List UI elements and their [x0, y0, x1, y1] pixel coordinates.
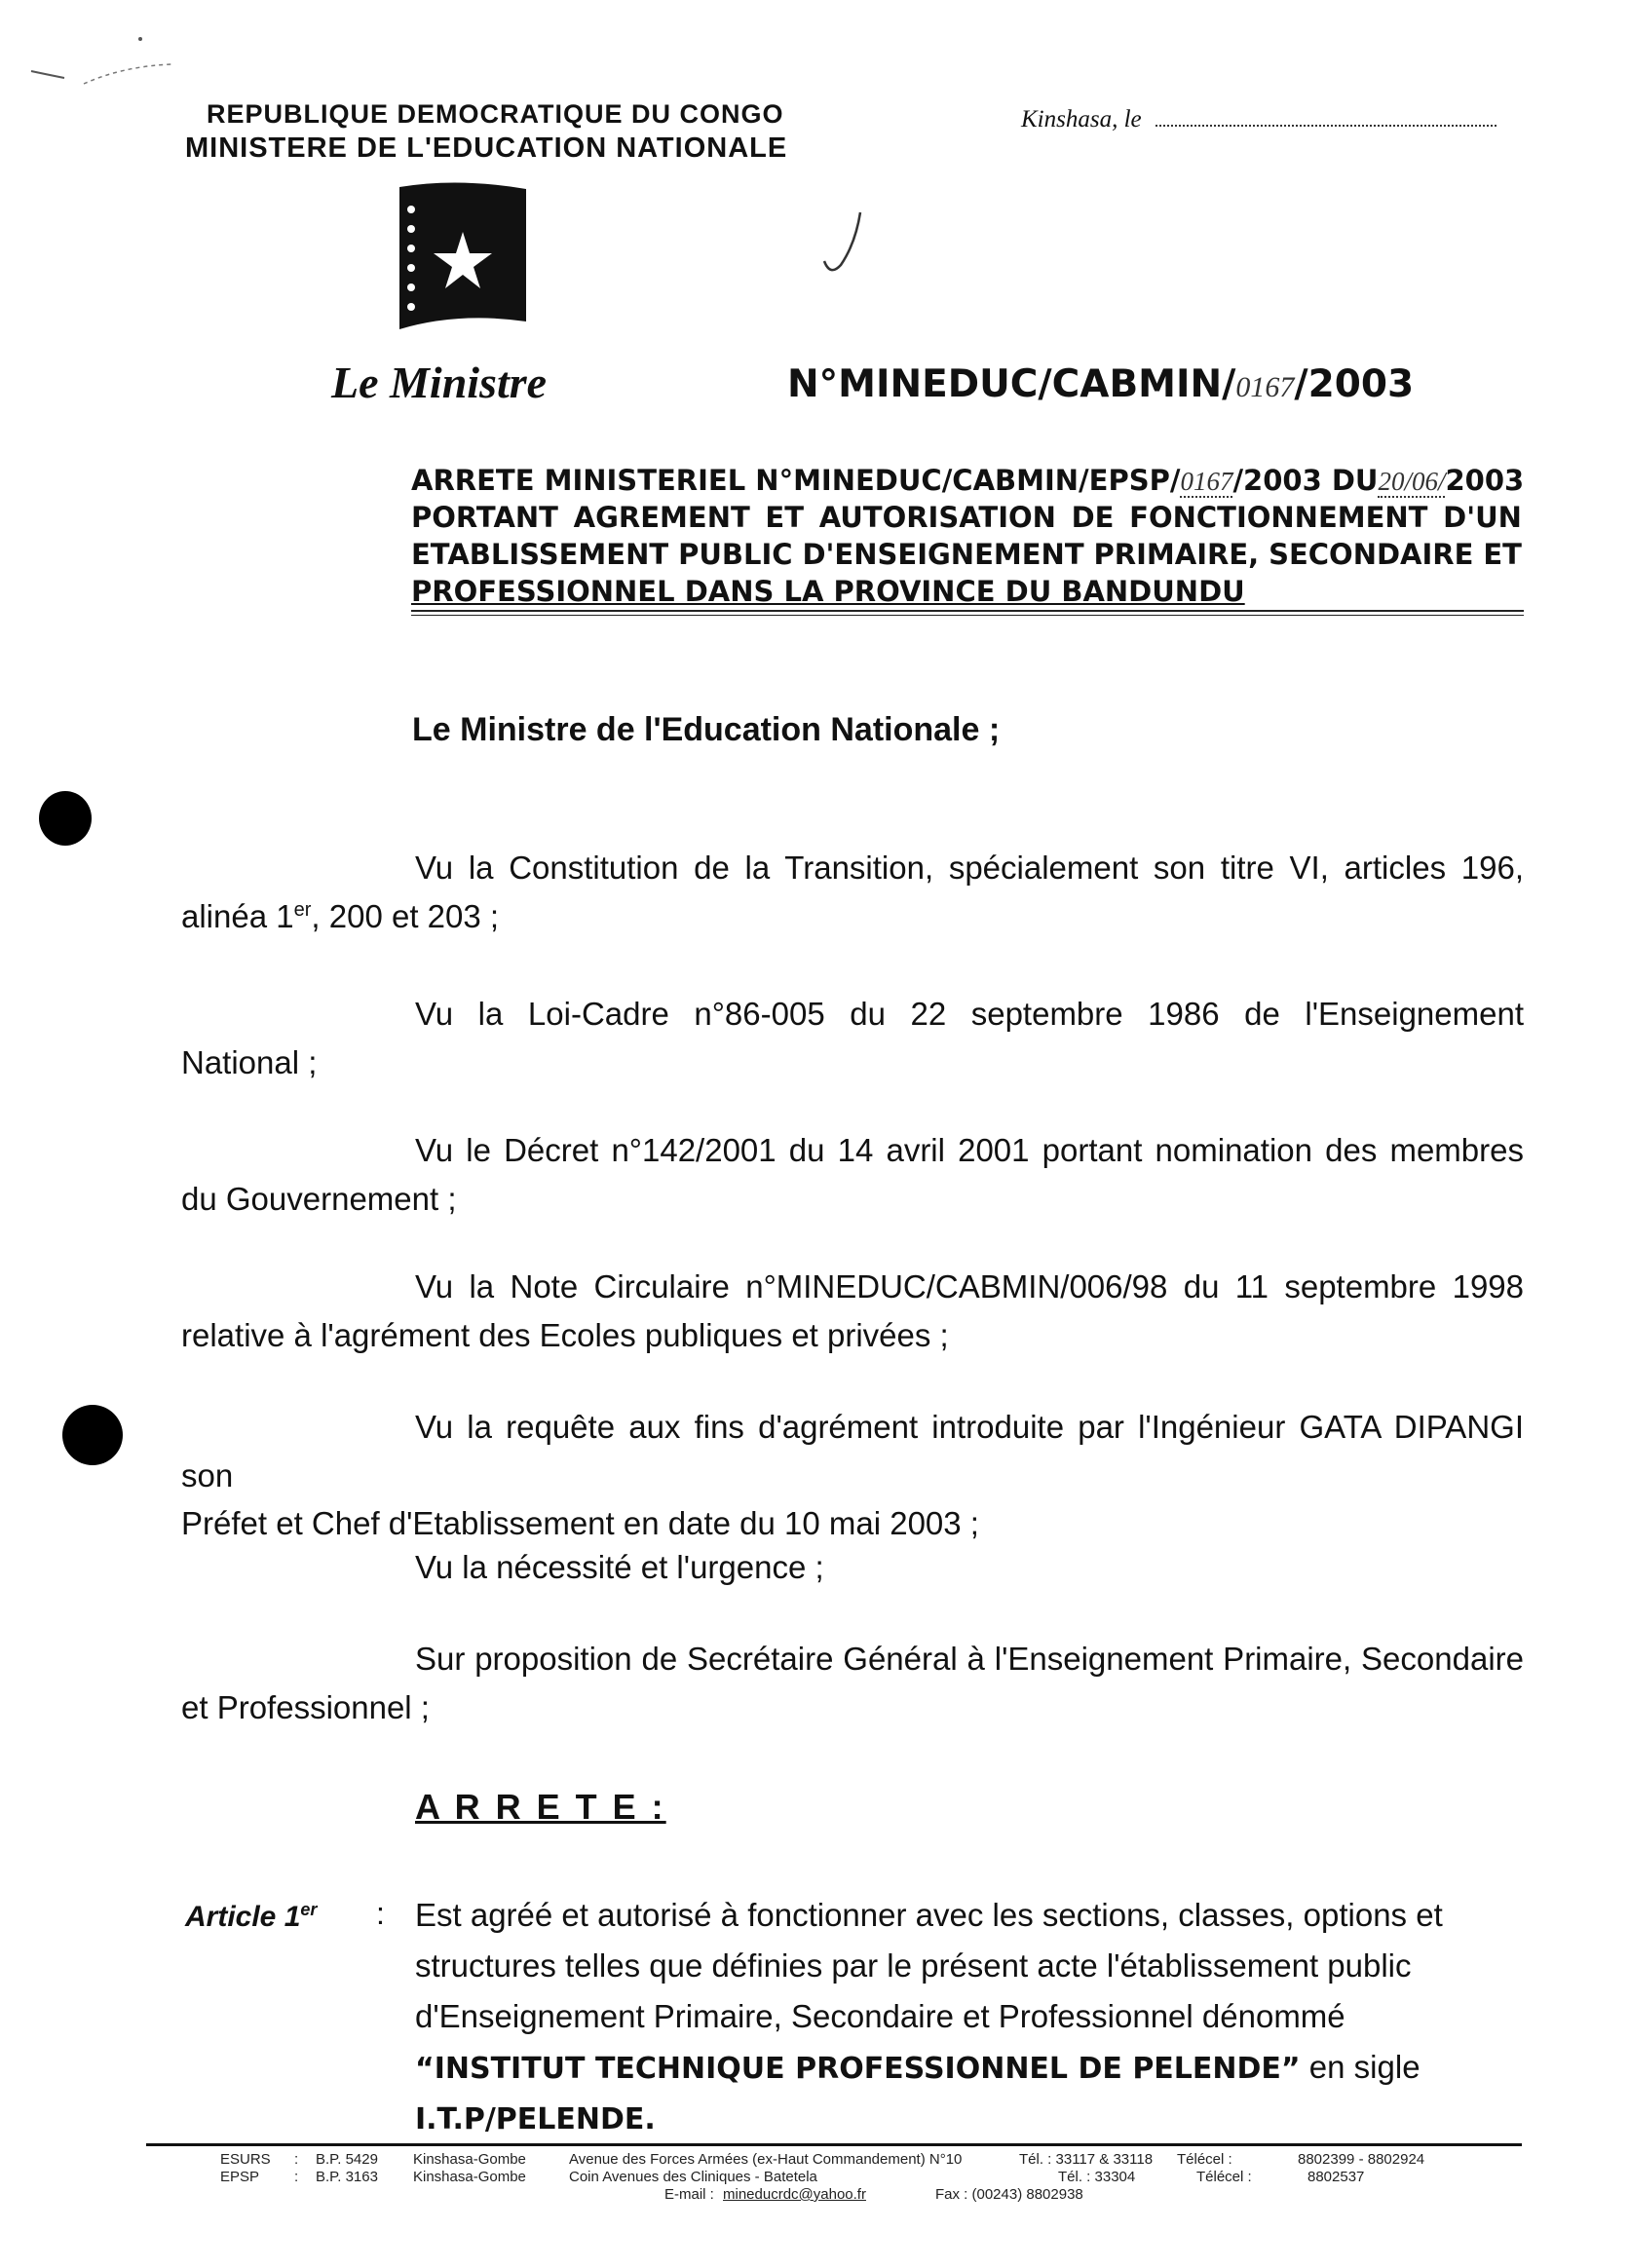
footer-tel: Tél. : 33117 & 33118 — [1019, 2151, 1154, 2168]
heading-word: PRIMAIRE, — [1093, 538, 1260, 571]
consideration-proposition — [181, 1635, 1524, 1731]
footer-telecel: 8802399 - 8802924 — [1298, 2151, 1425, 2168]
footer-city: Kinshasa-Gombe — [413, 2151, 526, 2168]
doc-number-suffix: /2003 — [1294, 362, 1415, 406]
punch-hole-mark — [39, 791, 92, 846]
consideration-line: Vu la requête aux fins d'agrément introduite par l'Ingénieur GATA DIPANGI son — [181, 1409, 1524, 1493]
consideration-line: National ; — [181, 1043, 318, 1080]
handwritten-initial-icon — [816, 205, 885, 283]
heading-word: DE — [1071, 501, 1115, 534]
consideration-note-circulaire — [181, 1263, 1524, 1359]
footer-city: Kinshasa-Gombe — [413, 2169, 526, 2185]
article-label-text: Article 1 — [185, 1901, 301, 1933]
footer-telecel: 8802537 — [1307, 2169, 1365, 2185]
article-line: Est agréé et autorisé à fonctionner avec les sections, classes, options et — [415, 1897, 1443, 1933]
footer-sep: : — [294, 2151, 299, 2168]
doc-number-handwritten: 0167 — [1235, 371, 1295, 403]
superscript: er — [293, 898, 312, 921]
consideration-line: Vu la Loi-Cadre n°86-005 du 22 septembre 1986 de l'Enseignement — [415, 996, 1524, 1032]
consideration-line: relative à l'agrément des Ecoles publiques et privées ; — [181, 1316, 949, 1353]
arrete-heading-line3 — [411, 538, 1522, 571]
article-line: structures telles que définies par le présent acte l'établissement public — [415, 1947, 1412, 1984]
heading-word: PORTANT — [411, 501, 558, 534]
doc-number-prefix: N°MINEDUC/CABMIN/ — [787, 362, 1236, 406]
document-number — [787, 362, 1414, 406]
consideration-line: Sur proposition de Secrétaire Général à l'Enseignement Primaire, Secondaire — [415, 1641, 1524, 1677]
article-1-body — [415, 1890, 1526, 2145]
footer-org: ESURS — [220, 2151, 271, 2168]
consideration-loi-cadre — [181, 990, 1524, 1086]
footer-email-link[interactable]: mineducrdc@yahoo.fr — [723, 2186, 866, 2203]
consideration-line — [181, 892, 1524, 941]
footer — [0, 2149, 1629, 2217]
heading-word: AGREMENT — [573, 501, 750, 534]
consideration-line: Vu la Note Circulaire n°MINEDUC/CABMIN/006/98 du 11 septembre 1998 — [415, 1268, 1524, 1304]
footer-telecel-label: Télécel : — [1177, 2151, 1232, 2168]
consideration-line: Préfet et Chef d'Etablissement en date du 10 mai 2003 ; — [181, 1505, 979, 1541]
article-1-colon: : — [376, 1896, 385, 1931]
scan-mark-icon — [25, 27, 171, 95]
arrete-ref-year: 2003 — [1445, 464, 1525, 497]
heading-rule — [411, 610, 1524, 616]
date-blank-line — [1155, 105, 1496, 127]
consideration-line: Vu la Constitution de la Transition, spécialement son titre VI, articles 196, — [415, 850, 1524, 886]
footer-fax: Fax : (00243) 8802938 — [935, 2186, 1083, 2203]
consideration-text: , 200 et 203 ; — [311, 897, 500, 934]
heading-word: AUTORISATION — [818, 501, 1056, 534]
heading-word: D'ENSEIGNEMENT — [802, 538, 1084, 571]
consideration-text: alinéa 1 — [181, 897, 294, 934]
heading-word: PUBLIC — [678, 538, 793, 571]
arrete-heading — [411, 464, 1525, 616]
republic-name: REPUBLIQUE DEMOCRATIQUE DU CONGO — [207, 99, 784, 129]
footer-email-label: E-mail : — [664, 2186, 714, 2203]
arrete-ref-date: 20/06/ — [1378, 467, 1446, 496]
consideration-constitution — [181, 844, 1524, 940]
footer-address: Avenue des Forces Armées (ex-Haut Commandement) N°10 — [569, 2151, 963, 2168]
footer-telecel-label: Télécel : — [1196, 2169, 1252, 2185]
arrete-heading-line2 — [411, 501, 1522, 534]
consideration-line: Vu le Décret n°142/2001 du 14 avril 2001 portant nomination des membres — [415, 1132, 1524, 1168]
consideration-requete — [181, 1403, 1524, 1548]
arrete-heading-line4: PROFESSIONNEL DANS LA PROVINCE DU BANDUNDU — [411, 575, 1245, 608]
place-date-label: Kinshasa, le — [1021, 106, 1142, 132]
article-line — [415, 2042, 1526, 2095]
consideration-line: Vu la nécessité et l'urgence ; — [415, 1549, 824, 1585]
heading-word: ET — [1483, 538, 1522, 571]
footer-rule — [146, 2143, 1522, 2146]
arrete-ref-number: 0167 — [1180, 467, 1233, 496]
arrete-heading-line1 — [411, 464, 1525, 497]
arrete-ref-prefix: ARRETE MINISTERIEL N°MINEDUC/CABMIN/EPSP/ — [411, 464, 1181, 497]
footer-sep: : — [294, 2169, 299, 2185]
footer-org: EPSP — [220, 2169, 260, 2185]
signatory-title: Le Ministre — [331, 358, 548, 407]
heading-word: FONCTIONNEMENT — [1129, 501, 1428, 534]
heading-word: SECONDAIRE — [1269, 538, 1474, 571]
article-line: d'Enseignement Primaire, Secondaire et Professionnel dénommé — [415, 1998, 1345, 2034]
minister-title: Le Ministre de l'Education Nationale ; — [412, 711, 1001, 748]
consideration-line: et Professionnel ; — [181, 1688, 430, 1725]
heading-word: ET — [765, 501, 805, 534]
institution-name-suffix: en sigle — [1300, 2049, 1421, 2085]
consideration-urgence — [181, 1543, 1524, 1592]
article-1-label — [185, 1900, 317, 1934]
arrete-ref-mid: /2003 DU — [1232, 464, 1379, 497]
footer-bp: B.P. 3163 — [316, 2169, 378, 2185]
heading-word: D'UN — [1443, 501, 1522, 534]
institution-name: “INSTITUT TECHNIQUE PROFESSIONNEL DE PELENDE” — [415, 2052, 1301, 2086]
footer-address: Coin Avenues des Cliniques - Batetela — [569, 2169, 817, 2185]
arrete-label: A R R E T E : — [415, 1787, 666, 1827]
footer-bp: B.P. 5429 — [316, 2151, 378, 2168]
footer-tel: Tél. : 33304 — [1058, 2169, 1136, 2185]
ministry-name: MINISTERE DE L'EDUCATION NATIONALE — [185, 132, 788, 164]
consideration-line: du Gouvernement ; — [181, 1180, 457, 1217]
superscript: er — [300, 1900, 318, 1919]
place-date — [1021, 105, 1496, 133]
punch-hole-mark — [62, 1405, 123, 1465]
consideration-decret — [181, 1126, 1524, 1223]
institution-sigle: I.T.P/PELENDE. — [415, 2102, 656, 2136]
heading-word: ETABLISSEMENT — [411, 538, 669, 571]
flag-emblem-icon — [390, 175, 536, 336]
